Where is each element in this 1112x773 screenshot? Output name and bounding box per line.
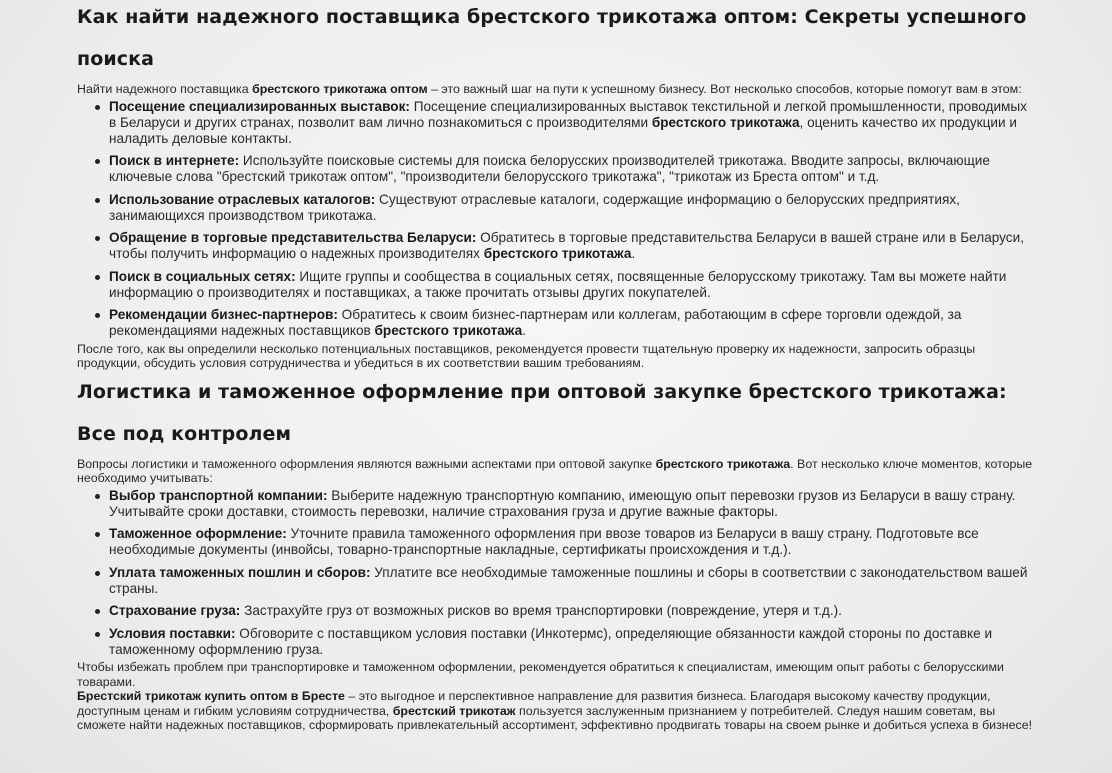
section2-final: Брестский трикотаж купить оптом в Бресте – это выгодное и перспективное направление для развития бизнеса. Благодаря высокому качеству продукции, доступным ценам и гибким условиям сотрудничества, брестский трикотаж пользуется заслуженным признанием у потребителей. Следуя нашим советам, вы сможете найти надежных поставщиков, сформировать привлекательный ассортимент, эффективно продвигать товары на своем рынке и добиться успеха в бизнесе! (77, 689, 1033, 732)
section1-list (77, 99, 1037, 340)
list-item: Рекомендации бизнес-партнеров: Обратитесь к своим бизнес-партнерам или коллегам, работающим в сфере торговли одеждой, за рекомендациями надежных поставщиков брестского трикотажа. (109, 307, 1037, 339)
list-item: Использование отраслевых каталогов: Существуют отраслевые каталоги, содержащие информацию о белорусских предприятиях, занимающихся производством трикотажа. (109, 192, 1037, 224)
section2-heading: Логистика и таможенное оформление при оптовой закупке брестского трикотажа: Все под контролем (77, 380, 1007, 445)
list-item: Поиск в социальных сетях: Ищите группы и сообщества в социальных сетях, посвященные белорусскому трикотажу. Там вы можете найти информацию о производителях и поставщиках, а также прочитать отзывы других покупателей. (109, 269, 1037, 301)
list-item: Уплата таможенных пошлин и сборов: Уплатите все необходимые таможенные пошлины и сборы в соответствии с законодательством вашей страны. (109, 565, 1037, 597)
list-item: Страхование груза: Застрахуйте груз от возможных рисков во время транспортировки (повреждение, утеря и т.д.). (109, 603, 1037, 619)
list-item: Поиск в интернете: Используйте поисковые системы для поиска белорусских производителей трикотажа. Вводите запросы, включающие ключевые слова "брестский трикотаж оптом", "производители белорусского трикотажа", "трикотаж из Бреста оптом" и т.д. (109, 153, 1037, 185)
list-item: Условия поставки: Обговорите с поставщиком условия поставки (Инкотермс), определяющие обязанности каждой стороны по доставке и таможенному оформлению груза. (109, 626, 1037, 658)
section1-outro: После того, как вы определили несколько потенциальных поставщиков, рекомендуется провести тщательную проверку их надежности, запросить образцы продукции, обсудить условия сотрудничества и убедиться в их соответствии вашим требованиям. (77, 341, 976, 370)
section1-heading: Как найти надежного поставщика брестского трикотажа оптом: Секреты успешного поиска (77, 6, 1027, 70)
list-item: Таможенное оформление: Уточните правила таможенного оформления при ввозе товаров из Беларуси в вашу страну. Подготовьте все необходимые документы (инвойсы, товарно-транспортные накладные, сертификаты происхождения и т.д.). (109, 526, 1037, 558)
section2-outro: Чтобы избежать проблем при транспортировке и таможенном оформлении, рекомендуется обратиться к специалистам, имеющим опыт работы с белорусскими товарами. (77, 660, 1004, 689)
list-item: Посещение специализированных выставок: Посещение специализированных выставок текстильной и легкой промышленности, проводимых в Беларуси и других странах, позволит вам лично познакомиться с производителями брестского трикотажа, оценить качество их продукции и наладить деловые контакты. (109, 99, 1037, 147)
section2-intro: Вопросы логистики и таможенного оформления являются важными аспектами при оптовой закупке брестского трикотажа. Вот несколько ключе моментов, которые необходимо учитывать: (77, 456, 1033, 485)
section2-list (77, 488, 1037, 658)
section1-intro: Найти надежного поставщика брестского трикотажа оптом – это важный шаг на пути к успешному бизнесу. Вот несколько способов, которые помогут вам в этом: (77, 82, 1022, 96)
list-item: Выбор транспортной компании: Выберите надежную транспортную компанию, имеющую опыт перевозки грузов из Беларуси в вашу страну. Учитывайте сроки доставки, стоимость перевозки, наличие страхования груза и другие важные факторы. (109, 488, 1037, 520)
article-content (77, 0, 1037, 733)
list-item: Обращение в торговые представительства Беларуси: Обратитесь в торговые представительства Беларуси в вашей стране или в Беларуси, чтобы получить информацию о надежных производителях брестского трикотажа. (109, 230, 1037, 262)
